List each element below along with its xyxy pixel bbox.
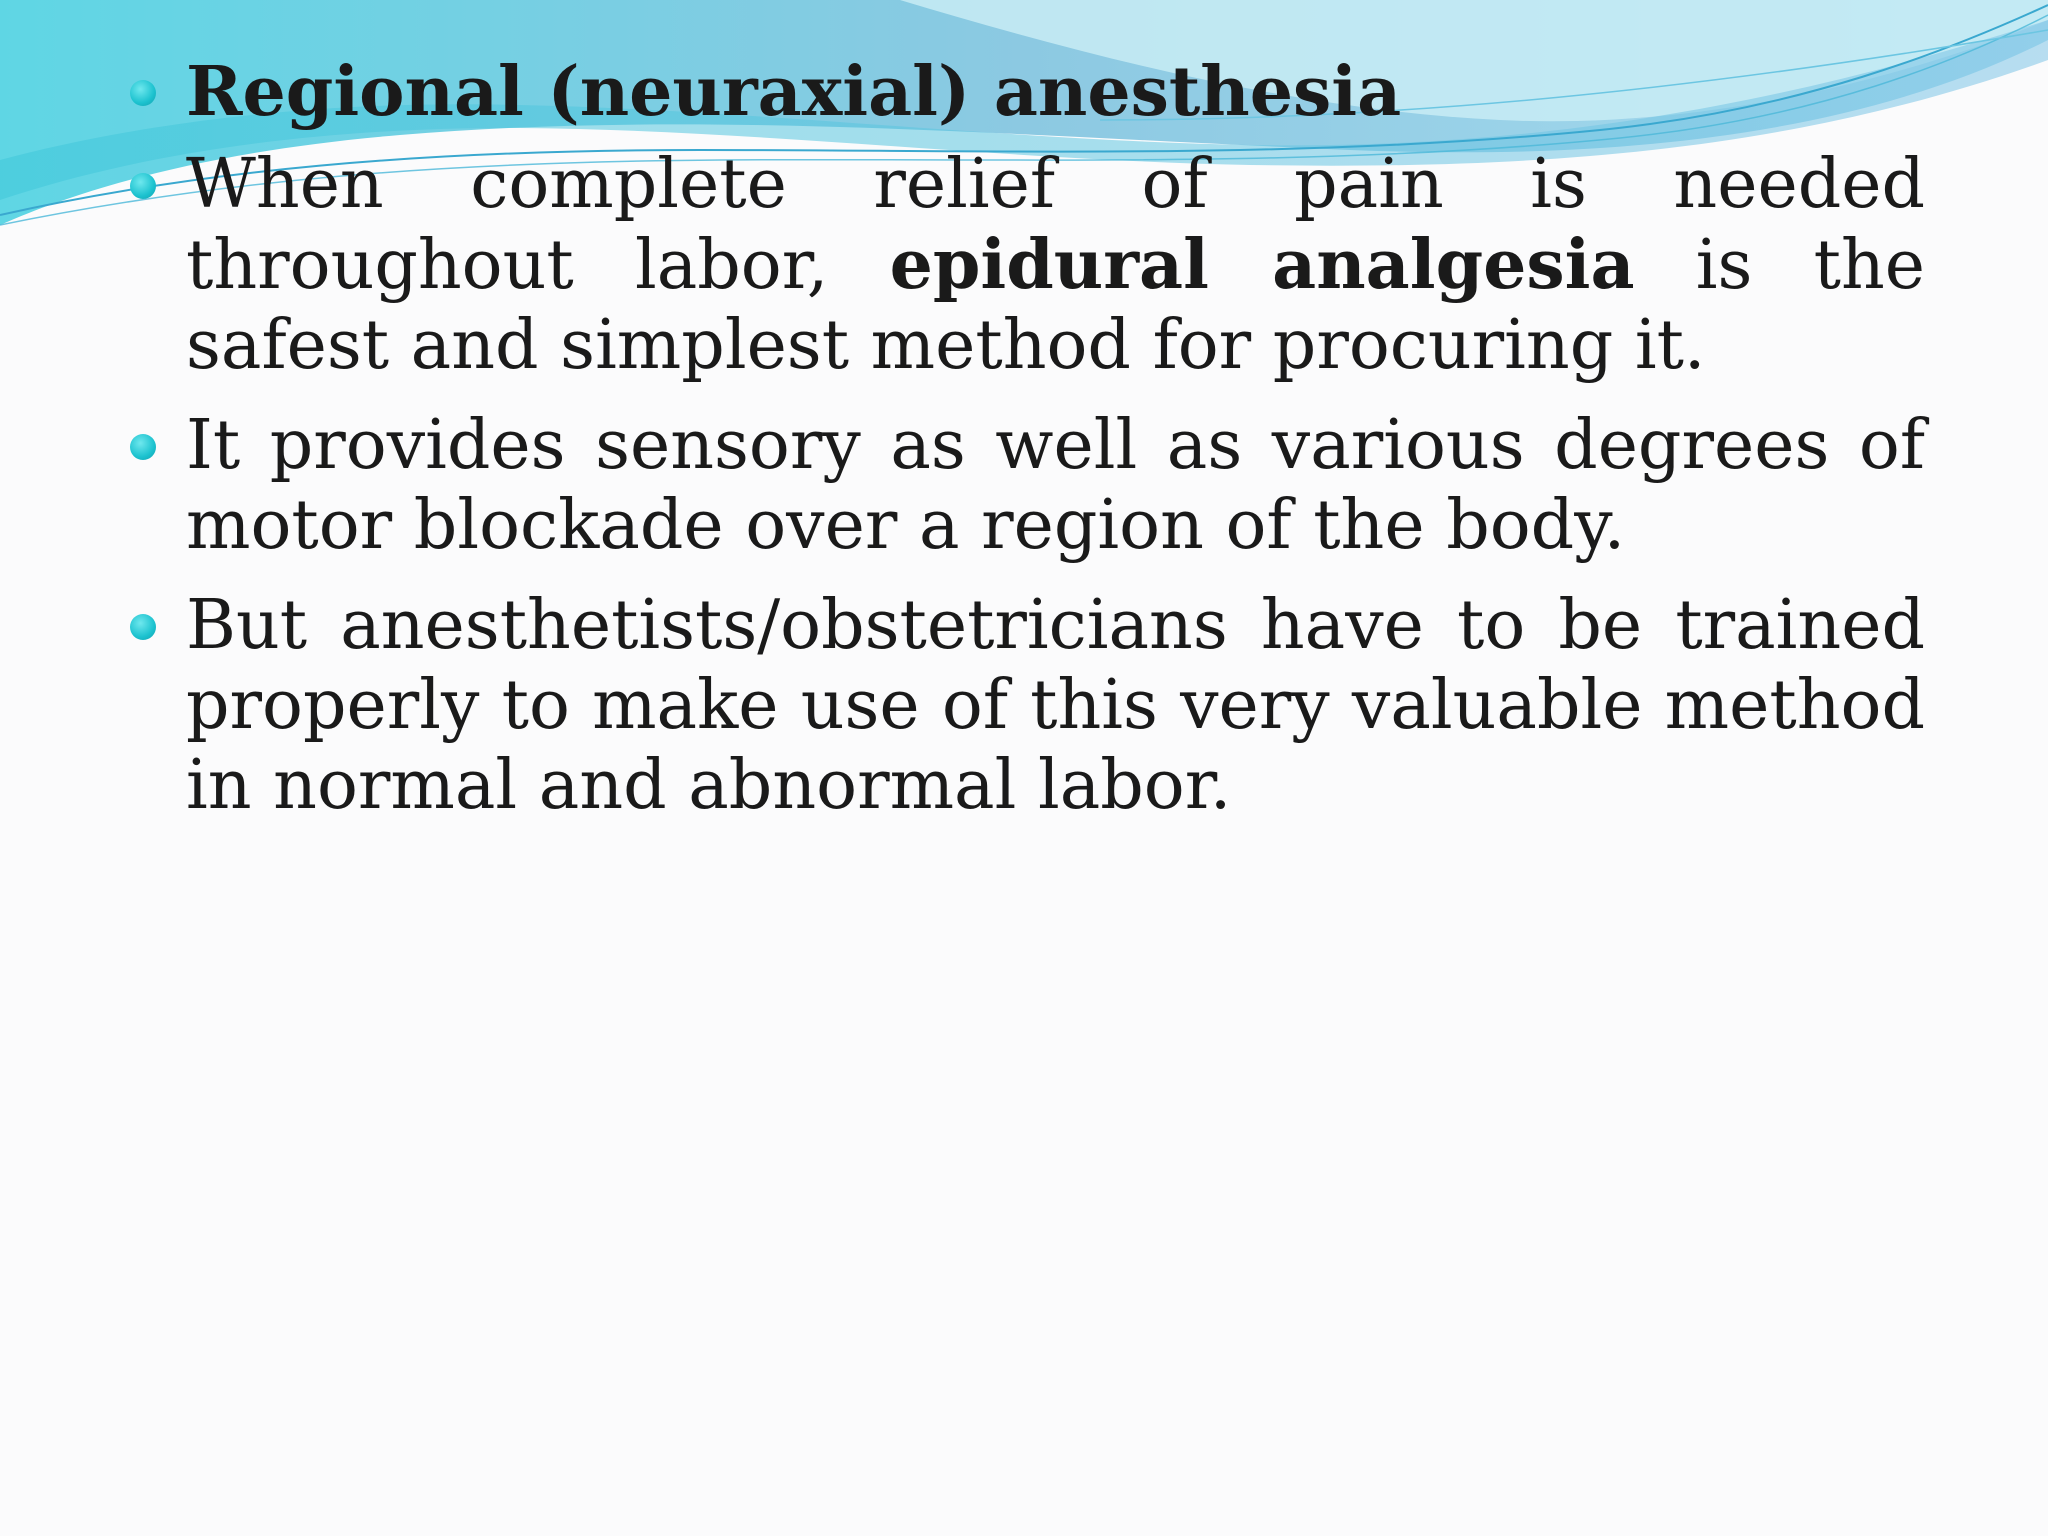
bullet-heading	[130, 52, 1925, 133]
bullet-dot-icon	[130, 434, 156, 460]
bullet-training	[130, 586, 1925, 826]
bullet-dot-icon	[130, 173, 156, 199]
bullet-text: It provides sensory as well as various degrees of motor blockade over a region of the body.	[186, 406, 1925, 565]
bullet-dot-icon	[130, 80, 156, 106]
bullet-epidural	[130, 145, 1925, 386]
bullet-text: But anesthetists/obstetricians have to be trained properly to make use of this very valuable method in normal and abnormal labor.	[186, 586, 1925, 825]
heading-text: Regional (neuraxial) anesthesia	[186, 52, 1402, 132]
bullet-dot-icon	[130, 614, 156, 640]
bullet-text-bold: epidural analgesia	[889, 225, 1635, 305]
bullet-list	[130, 52, 1925, 846]
bullet-text-part2: is the safest and simplest method for procuring it.	[186, 226, 1925, 385]
bullet-sensory	[130, 406, 1925, 566]
bullet-text-part1: When complete relief of pain is needed throughout labor,	[186, 145, 1925, 305]
